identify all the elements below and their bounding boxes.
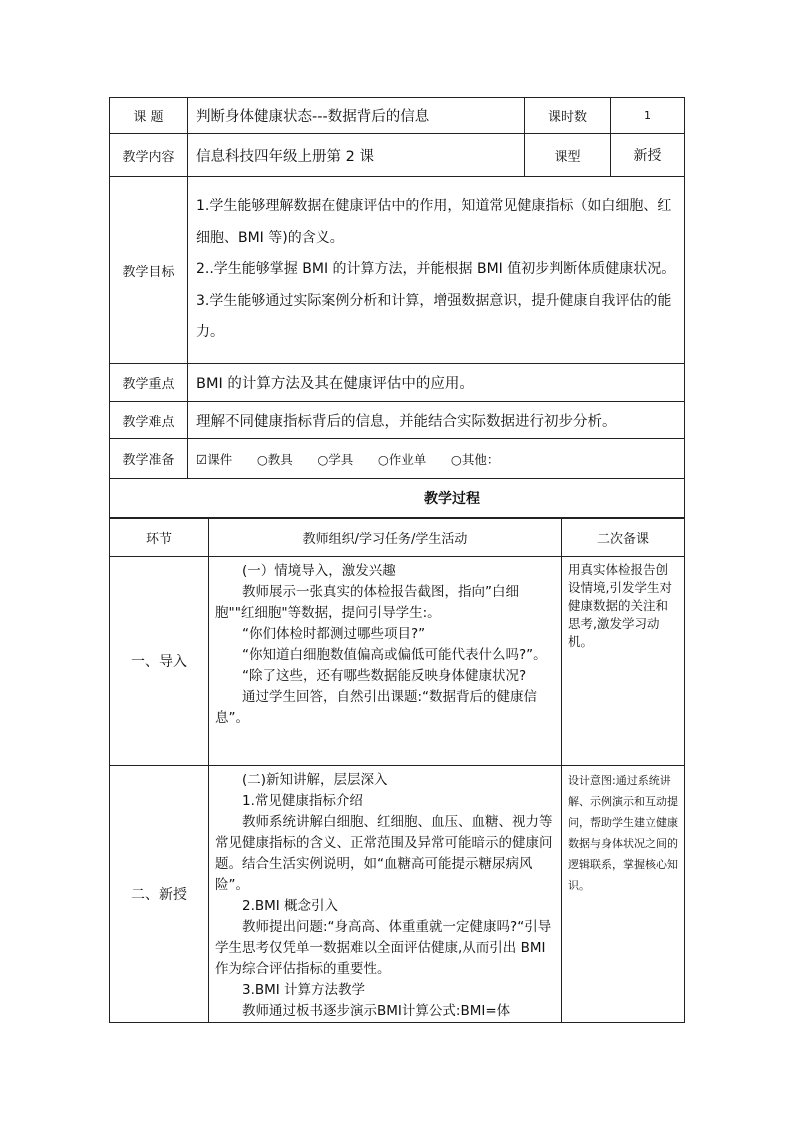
type-label: 课型 bbox=[525, 134, 611, 177]
type-value: 新授 bbox=[611, 134, 685, 177]
topic-label: 课 题 bbox=[110, 98, 188, 134]
activity-line: 教师提出问题:“身高高、体重重就一定健康吗?“引导学生思考仅凭单一数据难以全面评估健康,从而引出 BMI 作为综合评估指标的重要性。 bbox=[215, 919, 552, 977]
difficulty-label: 教学难点 bbox=[110, 402, 188, 439]
content-label: 教学内容 bbox=[110, 134, 188, 177]
lesson-info-table bbox=[109, 97, 685, 518]
prep-option-teaching-aids[interactable]: ○教具 bbox=[256, 451, 293, 467]
activity-line: (二)新知讲解，层层深入 bbox=[242, 772, 388, 788]
notes-cell bbox=[562, 557, 685, 766]
notes-cell bbox=[562, 766, 685, 1023]
col-header-notes: 二次备课 bbox=[562, 519, 685, 557]
activity-content bbox=[209, 766, 562, 1023]
activity-line: “你们体检时都测过哪些项目?” bbox=[242, 626, 426, 642]
hours-label: 课时数 bbox=[525, 98, 611, 134]
prep-option-other[interactable]: ○其他： bbox=[450, 451, 500, 467]
preparation-label: 教学准备 bbox=[110, 439, 188, 479]
note-text: 用真实体检报告创设情境,引发学生对健康数据的关注和思考,激发学习动机。 bbox=[568, 562, 672, 649]
activity-line: “除了这些，还有哪些数据能反映身体健康状况? bbox=[242, 668, 527, 684]
prep-option-courseware[interactable]: ☑课件 bbox=[196, 451, 233, 467]
key-point-label: 教学重点 bbox=[110, 364, 188, 402]
goal-item: 1.学生能够理解数据在健康评估中的作用，知道常见健康指标（如白细胞、红细胞、BMI 等)的含义。 bbox=[196, 198, 672, 246]
activity-line: 通过学生回答，自然引出课题:“数据背后的健康信息”。 bbox=[215, 689, 538, 726]
goals-label: 教学目标 bbox=[110, 177, 188, 364]
activity-line: 2.BMI 概念引入 bbox=[242, 898, 339, 914]
process-title: 教学过程 bbox=[110, 479, 685, 518]
note-text: 设计意图:通过系统讲解、示例演示和互动提问，帮助学生建立健康数据与身体状况之间的逻辑联系，掌握核心知识。 bbox=[568, 774, 678, 892]
hours-value: 1 bbox=[611, 98, 685, 134]
activity-line: 教师展示一张真实的体检报告截图，指向”白细胞""红细胞"等数据，提问引导学生:。 bbox=[215, 584, 519, 621]
activity-line: 1.常见健康指标介绍 bbox=[242, 793, 363, 809]
activity-line: “你知道白细胞数值偏高或偏低可能代表什么吗?”。 bbox=[242, 647, 547, 663]
content-value: 信息科技四年级上册第 2 课 bbox=[188, 134, 525, 177]
topic-value: 判断身体健康状态---数据背后的信息 bbox=[188, 98, 525, 134]
goal-item: 3.学生能够通过实际案例分析和计算，增强数据意识，提升健康自我评估的能力。 bbox=[196, 292, 672, 341]
activity-line: 教师系统讲解白细胞、红细胞、血压、血糖、视力等常见健康指标的含义、正常范围及异常可能暗示的健康问题。结合生活实例说明，如“血糖高可能提示糖尿病风险”。 bbox=[215, 814, 553, 893]
process-row bbox=[110, 557, 685, 766]
col-header-activity: 教师组织/学习任务/学生活动 bbox=[209, 519, 562, 557]
process-table bbox=[109, 518, 685, 1023]
preparation-options bbox=[188, 439, 685, 479]
stage-label: 一、导入 bbox=[110, 557, 209, 766]
process-row bbox=[110, 766, 685, 1023]
activity-content bbox=[209, 557, 562, 766]
col-header-stage: 环节 bbox=[110, 519, 209, 557]
prep-option-worksheet[interactable]: ○作业单 bbox=[377, 451, 427, 467]
activity-line: (一）情境导入，激发兴趣 bbox=[242, 563, 396, 579]
stage-label: 二、新授 bbox=[110, 766, 209, 1023]
activity-line: 3.BMI 计算方法教学 bbox=[242, 982, 366, 998]
difficulty-value: 理解不同健康指标背后的信息，并能结合实际数据进行初步分析。 bbox=[188, 402, 685, 439]
goal-item: 2..学生能够掌握 BMI 的计算方法，并能根据 BMI 值初步判断体质健康状况。 bbox=[196, 261, 676, 278]
goals-content bbox=[188, 177, 685, 364]
prep-option-learning-tools[interactable]: ○学具 bbox=[317, 451, 354, 467]
key-point-value: BMI 的计算方法及其在健康评估中的应用。 bbox=[188, 364, 685, 402]
activity-line: 教师通过板书逐步演示BMI计算公式:BMI=体 bbox=[242, 1003, 511, 1019]
